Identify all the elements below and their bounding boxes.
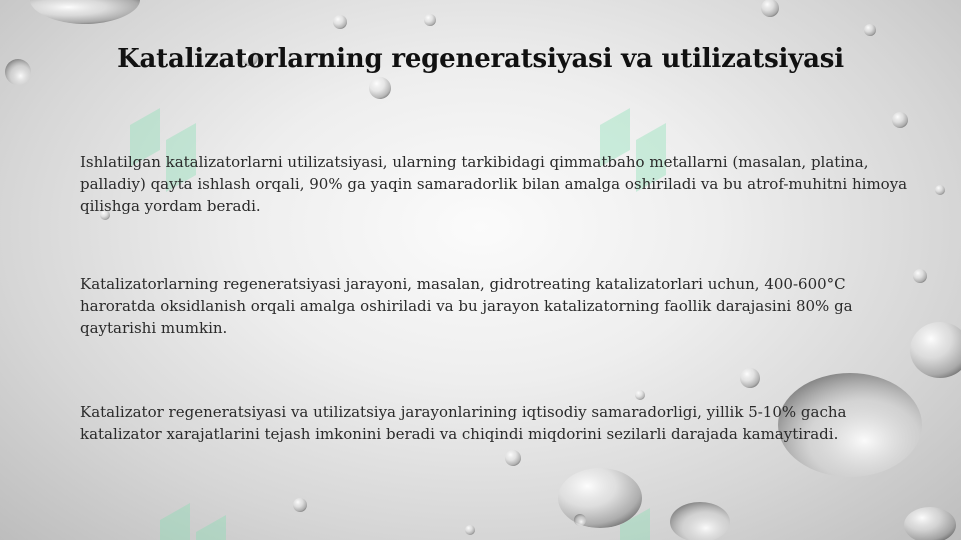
drop-small: [892, 112, 908, 128]
drop-small: [740, 368, 760, 388]
drop-small: [635, 390, 645, 400]
drop-small: [935, 185, 945, 195]
drop-small: [293, 498, 307, 512]
paragraph-regeneration: Katalizatorlarning regeneratsiyasi jarayoni, masalan, gidrotreating katalizatorlari uchun, 400-600°C haroratda oksidlanish orqali amalga oshiriladi va bu jarayon katalizatorning faollik darajasini 80% ga qaytarishi mumkin.: [80, 275, 853, 337]
drop-small: [369, 77, 391, 99]
drop-small: [465, 525, 475, 535]
slide-title: Katalizatorlarning regeneratsiyasi va utilizatsiyasi: [117, 44, 844, 75]
drop-bottom-far-right: [904, 507, 956, 540]
drop-small: [574, 514, 586, 526]
drop-bottom-right: [670, 502, 730, 540]
paragraph-economic-efficiency: Katalizator regeneratsiyasi va utilizatsiya jarayonlarining iqtisodiy samaradorligi, yillik 5-10% gacha katalizator xarajatlarini tejash imkonini beradi va chiqindi miqdorini sezilarli darajada kamaytiradi.: [80, 403, 847, 443]
drop-bottom-center: [558, 468, 642, 528]
drop-small: [424, 14, 436, 26]
drop-small: [761, 0, 779, 17]
drop-small: [505, 450, 521, 466]
drop-mid-right: [910, 322, 961, 378]
drop-small: [333, 15, 347, 29]
drop-large-top-left: [30, 0, 140, 24]
paragraph-utilization: Ishlatilgan katalizatorlarni utilizatsiyasi, ularning tarkibidagi qimmatbaho metallarni (masalan, platina, palladiy) qayta ishlash orqali, 90% ga yaqin samaradorlik bilan amalga oshiriladi va bu atrof-muhitni himoya qilishga yordam beradi.: [80, 153, 908, 215]
drop-small: [913, 269, 927, 283]
drop-small: [864, 24, 876, 36]
